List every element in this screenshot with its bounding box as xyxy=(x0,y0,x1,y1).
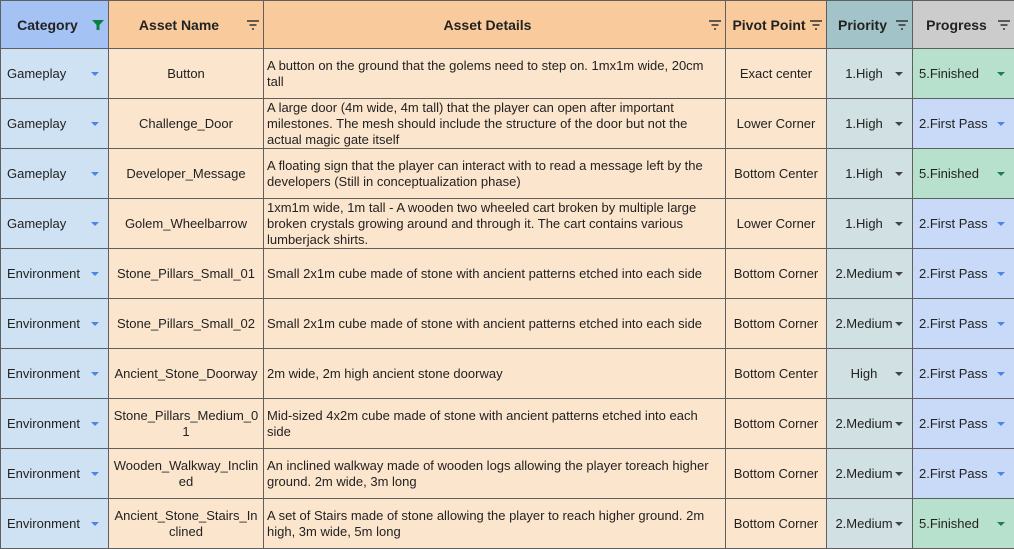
asset-details-cell[interactable]: An inclined walkway made of wooden logs allowing the player toreach higher ground. 2m wide, 3m long xyxy=(264,449,726,499)
priority-cell[interactable] xyxy=(827,199,913,249)
dropdown-arrow-icon[interactable] xyxy=(997,122,1005,126)
category-cell[interactable] xyxy=(1,199,109,249)
asset-name-cell[interactable]: Developer_Message xyxy=(109,149,264,199)
dropdown-arrow-icon[interactable] xyxy=(91,72,99,76)
progress-cell[interactable] xyxy=(913,199,1014,249)
asset-details-cell[interactable]: A floating sign that the player can interact with to read a message left by the developers (Still in conceptualization phase) xyxy=(264,149,726,199)
dropdown-arrow-icon[interactable] xyxy=(895,472,903,476)
progress-value: 2.First Pass xyxy=(919,315,988,331)
header-pivot-point-label: Pivot Point xyxy=(732,16,806,33)
header-priority-label: Priority xyxy=(837,16,887,33)
header-asset-details xyxy=(264,1,726,49)
progress-cell[interactable] xyxy=(913,349,1014,399)
category-value: Environment xyxy=(7,315,80,331)
dropdown-arrow-icon[interactable] xyxy=(895,222,903,226)
progress-cell[interactable] xyxy=(913,449,1014,499)
pivot-point-cell[interactable]: Bottom Corner xyxy=(726,449,827,499)
asset-details-cell[interactable]: A set of Stairs made of stone allowing the player to reach higher ground. 2m high, 3m wide, 5m long xyxy=(264,499,726,549)
dropdown-arrow-icon[interactable] xyxy=(895,72,903,76)
progress-value: 5.Finished xyxy=(919,65,979,81)
dropdown-arrow-icon[interactable] xyxy=(91,222,99,226)
priority-value: 1.High xyxy=(845,65,883,81)
dropdown-arrow-icon[interactable] xyxy=(997,372,1005,376)
progress-cell[interactable] xyxy=(913,499,1014,549)
category-value: Environment xyxy=(7,365,80,381)
header-progress-label: Progress xyxy=(926,16,987,33)
dropdown-arrow-icon[interactable] xyxy=(997,72,1005,76)
category-cell[interactable] xyxy=(1,449,109,499)
dropdown-arrow-icon[interactable] xyxy=(895,322,903,326)
dropdown-arrow-icon[interactable] xyxy=(895,172,903,176)
dropdown-arrow-icon[interactable] xyxy=(91,322,99,326)
table-row xyxy=(1,99,1014,149)
dropdown-arrow-icon[interactable] xyxy=(997,422,1005,426)
priority-value: 1.High xyxy=(845,215,883,231)
priority-cell[interactable] xyxy=(827,149,913,199)
header-asset-name xyxy=(109,1,264,49)
dropdown-arrow-icon[interactable] xyxy=(997,322,1005,326)
dropdown-arrow-icon[interactable] xyxy=(91,272,99,276)
progress-cell[interactable] xyxy=(913,249,1014,299)
header-category-label: Category xyxy=(17,16,78,33)
priority-value: 2.Medium xyxy=(835,315,893,331)
priority-value: 1.High xyxy=(845,115,883,131)
filter-icon[interactable] xyxy=(246,19,260,31)
dropdown-arrow-icon[interactable] xyxy=(997,522,1005,526)
progress-value: 2.First Pass xyxy=(919,265,988,281)
dropdown-arrow-icon[interactable] xyxy=(895,522,903,526)
dropdown-arrow-icon[interactable] xyxy=(997,172,1005,176)
progress-cell[interactable] xyxy=(913,49,1014,99)
asset-name-cell[interactable]: Stone_Pillars_Medium_01 xyxy=(109,399,264,449)
priority-cell[interactable] xyxy=(827,49,913,99)
asset-name-cell[interactable]: Stone_Pillars_Small_02 xyxy=(109,299,264,349)
dropdown-arrow-icon[interactable] xyxy=(997,222,1005,226)
category-value: Environment xyxy=(7,465,80,481)
category-cell[interactable] xyxy=(1,249,109,299)
pivot-point-cell[interactable]: Bottom Center xyxy=(726,349,827,399)
priority-value: 2.Medium xyxy=(835,465,893,481)
dropdown-arrow-icon[interactable] xyxy=(91,172,99,176)
category-value: Environment xyxy=(7,415,80,431)
filter-icon[interactable] xyxy=(809,19,823,31)
category-value: Gameplay xyxy=(7,165,67,181)
table-row xyxy=(1,199,1014,249)
pivot-point-cell[interactable]: Bottom Corner xyxy=(726,499,827,549)
priority-cell[interactable] xyxy=(827,449,913,499)
priority-cell[interactable] xyxy=(827,349,913,399)
dropdown-arrow-icon[interactable] xyxy=(91,372,99,376)
priority-cell[interactable] xyxy=(827,299,913,349)
category-value: Gameplay xyxy=(7,65,67,81)
progress-cell[interactable] xyxy=(913,399,1014,449)
asset-name-cell[interactable]: Button xyxy=(109,49,264,99)
category-value: Environment xyxy=(7,515,80,531)
asset-details-cell[interactable]: Small 2x1m cube made of stone with ancient patterns etched into each side xyxy=(264,299,726,349)
dropdown-arrow-icon[interactable] xyxy=(895,122,903,126)
priority-cell[interactable] xyxy=(827,249,913,299)
table-row xyxy=(1,149,1014,199)
asset-name-cell[interactable]: Ancient_Stone_Stairs_Inclined xyxy=(109,499,264,549)
table-row xyxy=(1,349,1014,399)
asset-details-cell[interactable]: A large door (4m wide, 4m tall) that the player can open after important milestones. The mesh should include the structure of the door but not the actual magic gate itself xyxy=(264,99,726,149)
dropdown-arrow-icon[interactable] xyxy=(997,472,1005,476)
asset-name-cell[interactable]: Golem_Wheelbarrow xyxy=(109,199,264,249)
progress-value: 2.First Pass xyxy=(919,365,988,381)
asset-details-cell[interactable]: 2m wide, 2m high ancient stone doorway xyxy=(264,349,726,399)
dropdown-arrow-icon[interactable] xyxy=(895,372,903,376)
priority-value: 2.Medium xyxy=(835,515,893,531)
pivot-point-cell[interactable]: Exact center xyxy=(726,49,827,99)
asset-name-cell[interactable]: Challenge_Door xyxy=(109,99,264,149)
table-row xyxy=(1,299,1014,349)
dropdown-arrow-icon[interactable] xyxy=(91,122,99,126)
progress-value: 2.First Pass xyxy=(919,215,988,231)
category-cell[interactable] xyxy=(1,149,109,199)
progress-cell[interactable] xyxy=(913,99,1014,149)
pivot-point-cell[interactable]: Lower Corner xyxy=(726,199,827,249)
progress-value: 5.Finished xyxy=(919,515,979,531)
category-cell[interactable] xyxy=(1,99,109,149)
table-row xyxy=(1,399,1014,449)
asset-details-cell[interactable]: Mid-sized 4x2m cube made of stone with ancient patterns etched into each side xyxy=(264,399,726,449)
header-category xyxy=(1,1,109,49)
header-asset-name-label: Asset Name xyxy=(138,16,220,33)
dropdown-arrow-icon[interactable] xyxy=(91,472,99,476)
filter-icon[interactable] xyxy=(895,19,909,31)
progress-value: 5.Finished xyxy=(919,165,979,181)
priority-value: 2.Medium xyxy=(835,415,893,431)
filter-icon[interactable] xyxy=(997,19,1011,31)
filter-active-icon[interactable] xyxy=(91,19,105,31)
header-pivot-point xyxy=(726,1,827,49)
pivot-point-cell[interactable]: Bottom Corner xyxy=(726,249,827,299)
category-cell[interactable] xyxy=(1,499,109,549)
dropdown-arrow-icon[interactable] xyxy=(91,422,99,426)
header-asset-details-label: Asset Details xyxy=(443,16,532,33)
priority-cell[interactable] xyxy=(827,499,913,549)
pivot-point-cell[interactable]: Bottom Corner xyxy=(726,299,827,349)
priority-cell[interactable] xyxy=(827,99,913,149)
dropdown-arrow-icon[interactable] xyxy=(895,422,903,426)
table-body xyxy=(1,49,1014,549)
category-cell[interactable] xyxy=(1,399,109,449)
priority-value: High xyxy=(850,365,878,381)
pivot-point-cell[interactable]: Bottom Corner xyxy=(726,399,827,449)
header-progress xyxy=(913,1,1014,49)
table-row xyxy=(1,249,1014,299)
progress-cell[interactable] xyxy=(913,299,1014,349)
progress-cell[interactable] xyxy=(913,149,1014,199)
asset-name-cell[interactable]: Wooden_Walkway_Inclined xyxy=(109,449,264,499)
header-priority xyxy=(827,1,913,49)
category-cell[interactable] xyxy=(1,299,109,349)
table-row xyxy=(1,49,1014,99)
asset-details-cell[interactable]: Small 2x1m cube made of stone with ancient patterns etched into each side xyxy=(264,249,726,299)
category-value: Environment xyxy=(7,265,80,281)
priority-cell[interactable] xyxy=(827,399,913,449)
dropdown-arrow-icon[interactable] xyxy=(895,272,903,276)
table-row xyxy=(1,499,1014,549)
dropdown-arrow-icon[interactable] xyxy=(997,272,1005,276)
asset-details-cell[interactable]: A button on the ground that the golems need to step on. 1mx1m wide, 20cm tall xyxy=(264,49,726,99)
progress-value: 2.First Pass xyxy=(919,115,988,131)
category-cell[interactable] xyxy=(1,349,109,399)
category-value: Gameplay xyxy=(7,115,67,131)
category-value: Gameplay xyxy=(7,215,67,231)
priority-value: 1.High xyxy=(845,165,883,181)
progress-value: 2.First Pass xyxy=(919,415,988,431)
asset-name-cell[interactable]: Stone_Pillars_Small_01 xyxy=(109,249,264,299)
priority-value: 2.Medium xyxy=(835,265,893,281)
asset-name-cell[interactable]: Ancient_Stone_Doorway xyxy=(109,349,264,399)
asset-details-cell[interactable]: 1xm1m wide, 1m tall - A wooden two wheeled cart broken by multiple large broken crystals growing around and through it. The cart contains various lumberjack shirts. xyxy=(264,199,726,249)
table-row xyxy=(1,449,1014,499)
progress-value: 2.First Pass xyxy=(919,465,988,481)
pivot-point-cell[interactable]: Bottom Center xyxy=(726,149,827,199)
filter-icon[interactable] xyxy=(708,19,722,31)
header-row xyxy=(1,1,1014,49)
pivot-point-cell[interactable]: Lower Corner xyxy=(726,99,827,149)
category-cell[interactable] xyxy=(1,49,109,99)
dropdown-arrow-icon[interactable] xyxy=(91,522,99,526)
